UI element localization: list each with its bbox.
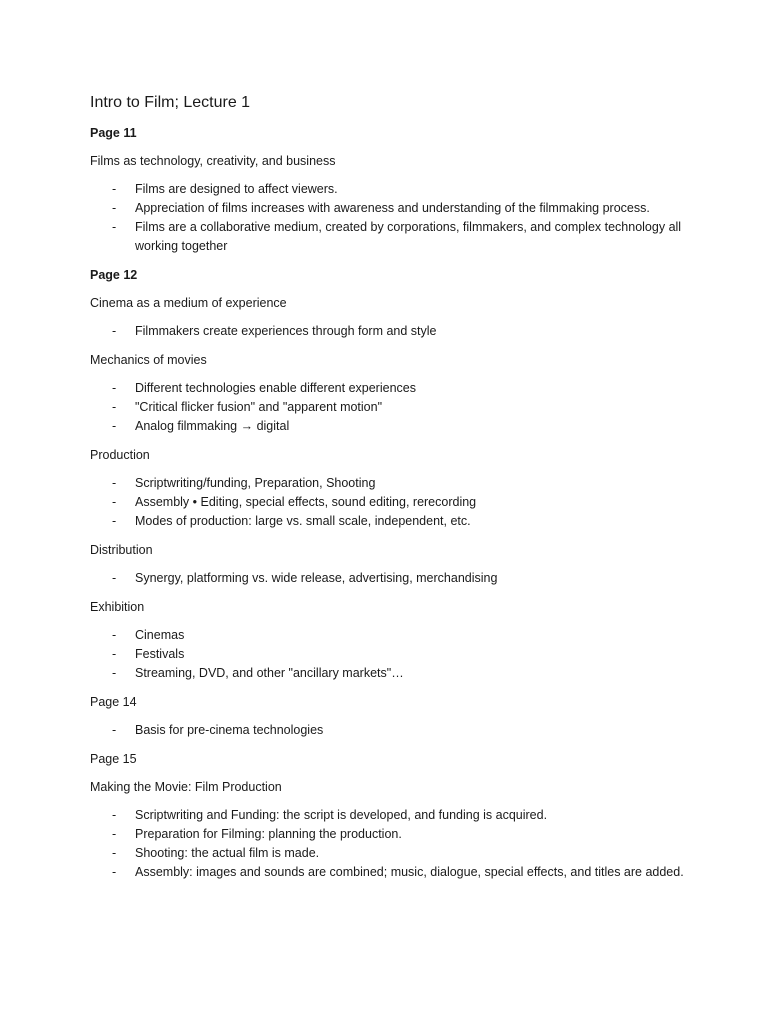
list-item bbox=[90, 218, 690, 256]
bullet-list bbox=[90, 806, 690, 882]
bullet-list bbox=[90, 474, 690, 531]
list-item-text: Filmmakers create experiences through form and style bbox=[135, 324, 437, 338]
list-item bbox=[90, 398, 690, 417]
list-item bbox=[90, 569, 690, 588]
dash-bullet-icon: - bbox=[112, 476, 117, 490]
bullet-list bbox=[90, 322, 690, 341]
list-item-text: Films are a collaborative medium, created by corporations, filmmakers, and complex technology all working together bbox=[135, 220, 682, 253]
list-item-text: Different technologies enable different experiences bbox=[135, 381, 416, 395]
list-item bbox=[90, 863, 690, 882]
dash-bullet-icon: - bbox=[112, 808, 117, 822]
list-item bbox=[90, 379, 690, 398]
list-item-text: Scriptwriting and Funding: the script is developed, and funding is acquired. bbox=[135, 808, 548, 822]
dash-bullet-icon: - bbox=[112, 220, 117, 234]
list-item-text: Festivals bbox=[135, 647, 185, 661]
list-item bbox=[90, 512, 690, 531]
section-heading: Exhibition bbox=[90, 600, 145, 614]
list-item bbox=[90, 322, 690, 341]
list-item-text: Films are designed to affect viewers. bbox=[135, 182, 338, 196]
list-item-text: Synergy, platforming vs. wide release, advertising, merchandising bbox=[135, 571, 498, 585]
page-number-label: Page 11 bbox=[90, 126, 137, 140]
list-item-text: Basis for pre-cinema technologies bbox=[135, 723, 324, 737]
section-heading: Distribution bbox=[90, 543, 153, 557]
dash-bullet-icon: - bbox=[112, 647, 117, 661]
section-heading: Mechanics of movies bbox=[90, 353, 207, 367]
list-item-text: Assembly • Editing, special effects, sound editing, rerecording bbox=[135, 495, 477, 509]
bullet-list bbox=[90, 379, 690, 436]
dash-bullet-icon: - bbox=[112, 827, 117, 841]
list-item bbox=[90, 626, 690, 645]
bullet-list bbox=[90, 721, 690, 740]
dash-bullet-icon: - bbox=[112, 400, 117, 414]
list-item bbox=[90, 417, 690, 436]
dash-bullet-icon: - bbox=[112, 495, 117, 509]
dash-bullet-icon: - bbox=[112, 381, 117, 395]
dash-bullet-icon: - bbox=[112, 571, 117, 585]
dash-bullet-icon: - bbox=[112, 182, 117, 196]
dash-bullet-icon: - bbox=[112, 514, 117, 528]
list-item bbox=[90, 721, 690, 740]
list-item-text: Preparation for Filming: planning the production. bbox=[135, 827, 402, 841]
dash-bullet-icon: - bbox=[112, 846, 117, 860]
section-heading: Cinema as a medium of experience bbox=[90, 296, 287, 310]
dash-bullet-icon: - bbox=[112, 201, 117, 215]
list-item bbox=[90, 664, 690, 683]
dash-bullet-icon: - bbox=[112, 865, 117, 879]
list-item bbox=[90, 645, 690, 664]
list-item-text: Scriptwriting/funding, Preparation, Shooting bbox=[135, 476, 376, 490]
list-item bbox=[90, 806, 690, 825]
bullet-list bbox=[90, 626, 690, 683]
dash-bullet-icon: - bbox=[112, 666, 117, 680]
sections-container bbox=[90, 124, 690, 882]
dash-bullet-icon: - bbox=[112, 628, 117, 642]
document-page bbox=[90, 92, 690, 892]
list-item-text: Analog filmmaking → digital bbox=[135, 419, 290, 433]
list-item-text: Streaming, DVD, and other "ancillary markets"… bbox=[135, 666, 404, 680]
list-item-text: Shooting: the actual film is made. bbox=[135, 846, 320, 860]
bullet-list bbox=[90, 569, 690, 588]
list-item-text: Appreciation of films increases with awareness and understanding of the filmmaking process. bbox=[135, 201, 650, 215]
list-item-text: Cinemas bbox=[135, 628, 185, 642]
section-heading: Films as technology, creativity, and business bbox=[90, 154, 336, 168]
section-heading: Making the Movie: Film Production bbox=[90, 780, 282, 794]
page-number-label: Page 12 bbox=[90, 268, 138, 282]
list-item bbox=[90, 825, 690, 844]
list-item bbox=[90, 844, 690, 863]
page-number-label: Page 15 bbox=[90, 752, 137, 766]
document-title: Intro to Film; Lecture 1 bbox=[90, 94, 251, 111]
dash-bullet-icon: - bbox=[112, 419, 117, 433]
list-item-text: Assembly: images and sounds are combined; music, dialogue, special effects, and titles are added. bbox=[135, 865, 684, 879]
section-heading: Production bbox=[90, 448, 150, 462]
bullet-list bbox=[90, 180, 690, 256]
list-item bbox=[90, 474, 690, 493]
page-number-label: Page 14 bbox=[90, 695, 137, 709]
list-item bbox=[90, 180, 690, 199]
list-item-text: "Critical flicker fusion" and "apparent motion" bbox=[135, 400, 383, 414]
list-item-text: Modes of production: large vs. small scale, independent, etc. bbox=[135, 514, 471, 528]
dash-bullet-icon: - bbox=[112, 723, 117, 737]
list-item bbox=[90, 493, 690, 512]
list-item bbox=[90, 199, 690, 218]
dash-bullet-icon: - bbox=[112, 324, 117, 338]
